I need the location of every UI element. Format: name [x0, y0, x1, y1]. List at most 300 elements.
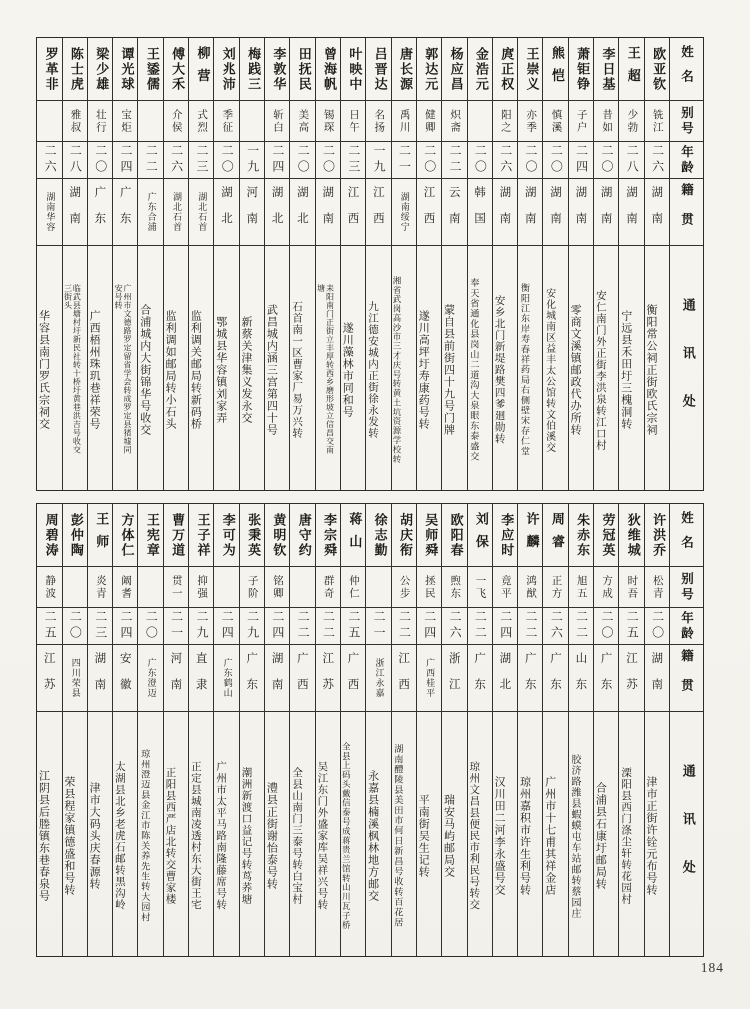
header-alias-text: 别号	[679, 105, 695, 137]
person-origin-text: 广东合浦	[145, 192, 156, 232]
person-contact-text: 湖南醴陵县美田市何日新昌号收转百花居	[391, 744, 403, 928]
person-alias	[543, 566, 567, 607]
person-age-text: 二三	[346, 144, 361, 176]
person-column	[112, 38, 137, 490]
person-age	[63, 607, 87, 644]
person-age-text: 二六	[448, 610, 463, 642]
person-origin	[619, 178, 643, 245]
person-column	[340, 504, 365, 956]
person-alias	[240, 566, 264, 607]
person-origin	[290, 644, 314, 711]
header-name	[670, 38, 703, 100]
person-column	[467, 38, 492, 490]
person-alias	[366, 566, 390, 607]
person-contact	[240, 245, 264, 490]
person-origin	[594, 644, 618, 711]
person-age	[417, 607, 441, 644]
person-age-text: 二四	[422, 610, 437, 642]
person-contact-text: 吴江东门外盛家库吴祥兴号转	[316, 761, 329, 911]
person-column	[492, 504, 517, 956]
person-contact-text: 安仁南门外正街李洪泉转江口村	[594, 289, 607, 451]
header-name-text: 姓名	[679, 510, 695, 560]
person-origin-text: 湖南	[523, 186, 538, 238]
person-name-text: 庹正权	[498, 46, 514, 92]
person-contact	[493, 245, 517, 490]
person-contact-text: 澧县正街谢怡泰号转	[265, 782, 279, 890]
person-alias-text: 亦季	[525, 108, 538, 134]
person-name	[316, 38, 340, 100]
person-alias-text: 阚耆	[120, 574, 133, 600]
person-origin	[468, 644, 492, 711]
header-age-text: 年龄	[679, 610, 695, 642]
person-age-text: 二六	[169, 144, 184, 176]
person-age	[543, 141, 567, 178]
person-column	[492, 38, 517, 490]
person-origin-text: 江西	[371, 186, 386, 238]
person-alias	[392, 100, 416, 141]
person-column	[62, 504, 87, 956]
person-age-text: 二四	[220, 610, 235, 642]
person-contact	[164, 711, 188, 956]
person-contact-text: 汉川田二河李永盛号交	[493, 776, 507, 896]
person-origin	[442, 644, 466, 711]
person-contact	[138, 711, 162, 956]
person-column	[62, 38, 87, 490]
person-contact	[442, 245, 466, 490]
person-alias-text: 煦东	[449, 574, 462, 600]
person-name	[417, 38, 441, 100]
person-contact	[468, 245, 492, 490]
person-alias	[392, 566, 416, 607]
person-age	[316, 607, 340, 644]
person-column	[568, 38, 593, 490]
person-contact	[518, 711, 542, 956]
person-age-text: 二六	[43, 144, 58, 176]
person-name-text: 梅践三	[245, 46, 261, 92]
person-column	[163, 38, 188, 490]
person-contact	[543, 711, 567, 956]
person-name	[265, 504, 289, 566]
person-origin	[214, 178, 238, 245]
person-age	[164, 607, 188, 644]
person-origin-text: 广东	[473, 652, 488, 704]
person-alias-text: 炽斋	[449, 108, 462, 134]
person-alias	[37, 100, 61, 141]
person-name	[214, 38, 238, 100]
person-name	[442, 38, 466, 100]
person-name-text: 金浩元	[472, 46, 488, 92]
person-origin-text: 湖北	[219, 186, 234, 238]
person-contact	[63, 711, 87, 956]
directory-table-top	[36, 37, 704, 491]
person-name-text: 王鋈儒	[143, 46, 159, 92]
person-column	[542, 504, 567, 956]
person-age-text: 二四	[498, 610, 513, 642]
person-name	[518, 38, 542, 100]
person-origin-text: 湖南	[650, 652, 665, 704]
person-contact	[113, 245, 137, 490]
person-age-text: 二三	[194, 144, 209, 176]
person-contact-text: 湘省武岗高沙市三才庆号转黄土坑资源学校转	[391, 276, 402, 464]
person-age-text: 二〇	[220, 144, 235, 176]
person-name-text: 柳营	[194, 46, 210, 92]
person-origin	[645, 178, 669, 245]
person-age-text: 二〇	[599, 610, 614, 642]
person-name	[493, 38, 517, 100]
person-contact-text: 荣县程家镇德盛和号转	[62, 776, 76, 896]
person-age	[316, 141, 340, 178]
person-origin-text: 广东	[118, 186, 133, 238]
person-column	[188, 38, 213, 490]
person-origin	[189, 178, 213, 245]
header-contact-text: 通讯处	[679, 297, 695, 443]
header-origin	[670, 178, 703, 245]
person-name	[138, 38, 162, 100]
person-column	[188, 504, 213, 956]
person-alias-text: 名扬	[373, 108, 386, 134]
person-name	[543, 504, 567, 566]
person-origin	[442, 178, 466, 245]
person-origin-text: 江西	[346, 186, 361, 238]
person-age	[468, 607, 492, 644]
person-contact-text: 溧阳县西门涤尘轩转花园村	[620, 767, 633, 905]
person-name	[417, 504, 441, 566]
person-origin-text: 广西	[295, 652, 310, 704]
person-alias	[442, 566, 466, 607]
person-name-text: 萧钜铮	[574, 46, 590, 92]
person-alias-text: 拯民	[423, 574, 436, 600]
person-origin	[37, 178, 61, 245]
person-age	[645, 141, 669, 178]
person-alias	[164, 566, 188, 607]
person-name-text: 王宪章	[143, 512, 159, 558]
person-origin-text: 湖北石首	[170, 192, 181, 232]
person-origin	[493, 178, 517, 245]
person-alias-text: 斩白	[272, 108, 285, 134]
person-age	[518, 607, 542, 644]
person-age	[265, 141, 289, 178]
person-alias-text: 子阶	[246, 574, 259, 600]
person-alias	[493, 100, 517, 141]
person-name-text: 李日基	[599, 46, 615, 92]
person-name	[619, 38, 643, 100]
person-name-text: 叶映中	[346, 46, 362, 92]
person-age-text: 二〇	[549, 144, 564, 176]
person-contact	[518, 245, 542, 490]
person-name-text: 罗革非	[42, 46, 58, 92]
person-contact-text: 合浦城内大街锦华号收交	[138, 304, 152, 436]
person-contact-text: 广州市太平马路南隆藤席号转	[215, 761, 228, 911]
person-age-text: 二八	[68, 144, 83, 176]
person-contact-text: 津市正街许铨元布号转	[645, 776, 658, 896]
person-age-text: 二二	[448, 144, 463, 176]
person-name	[63, 38, 87, 100]
person-name-text: 王师	[93, 512, 109, 558]
person-age	[214, 141, 238, 178]
person-alias-text: 旭五	[575, 574, 588, 600]
person-alias	[442, 100, 466, 141]
person-contact	[265, 245, 289, 490]
person-origin-text: 广东	[245, 652, 260, 704]
person-age	[442, 141, 466, 178]
person-name-text: 郭达元	[422, 46, 438, 92]
person-name-text: 刘兆沛	[219, 46, 235, 92]
person-name	[316, 504, 340, 566]
person-age-text: 二〇	[93, 144, 108, 176]
person-column	[467, 504, 492, 956]
person-name	[366, 38, 390, 100]
person-contact-text: 蒙自县前街四十九号门牌	[442, 304, 456, 436]
person-age-text: 二五	[43, 610, 58, 642]
person-name	[569, 38, 593, 100]
person-alias-text: 鸿猷	[525, 574, 538, 600]
person-column	[517, 504, 542, 956]
person-name-text: 李宗舜	[321, 512, 337, 558]
header-origin	[670, 644, 703, 711]
person-origin-text: 广东澄迈	[145, 658, 156, 698]
person-contact	[189, 711, 213, 956]
person-age	[88, 141, 112, 178]
person-name	[569, 504, 593, 566]
person-name-text: 周碧涛	[42, 512, 58, 558]
header-age-text: 年龄	[679, 144, 695, 176]
person-name-text: 方体仁	[118, 512, 134, 558]
person-name	[594, 504, 618, 566]
person-name-text: 唐守约	[295, 512, 311, 558]
person-alias-text: 一飞	[474, 574, 487, 600]
person-contact-text: 监利调关邮局转新码桥	[189, 310, 203, 430]
person-origin-text: 安徽	[118, 652, 133, 704]
header-origin-text: 籍贯	[679, 182, 695, 242]
person-contact	[63, 245, 87, 490]
person-contact	[265, 711, 289, 956]
person-name	[164, 38, 188, 100]
person-age	[493, 141, 517, 178]
person-origin-text: 湖南	[599, 186, 614, 238]
person-origin-text: 广东鹤山	[221, 658, 232, 698]
person-name-text: 李敦华	[270, 46, 286, 92]
person-alias	[341, 100, 365, 141]
person-column	[315, 38, 340, 490]
person-contact-text: 太湖县北乡老虎石邮转黑沟岭	[113, 761, 126, 911]
person-alias-text: 铭卿	[272, 574, 285, 600]
person-name	[164, 504, 188, 566]
person-age	[138, 607, 162, 644]
person-age-text: 二二	[524, 610, 538, 642]
person-origin-text: 河南	[169, 652, 184, 704]
person-alias	[543, 100, 567, 141]
person-origin-text: 湖北	[270, 186, 285, 238]
person-age	[594, 141, 618, 178]
person-contact	[164, 245, 188, 490]
person-name	[63, 504, 87, 566]
person-alias-text: 子户	[575, 108, 588, 134]
person-age-text: 二八	[625, 144, 640, 176]
person-origin-text: 广东	[599, 652, 614, 704]
person-name-text: 曹万道	[169, 512, 185, 558]
person-age	[113, 141, 137, 178]
person-origin	[341, 644, 365, 711]
person-alias	[518, 100, 542, 141]
person-alias	[290, 566, 314, 607]
person-contact	[569, 711, 593, 956]
person-age	[493, 607, 517, 644]
person-age-text: 二〇	[524, 144, 538, 176]
person-origin	[543, 178, 567, 245]
person-origin-text: 江西	[397, 652, 412, 704]
person-name	[392, 38, 416, 100]
person-origin	[417, 178, 441, 245]
person-age-text: 二四	[270, 610, 285, 642]
person-name	[518, 504, 542, 566]
person-origin	[290, 178, 314, 245]
person-alias	[265, 566, 289, 607]
person-name-text: 王子祥	[194, 512, 210, 558]
person-age	[240, 607, 264, 644]
person-alias-text: 日午	[347, 108, 360, 134]
person-name-text: 胡庆衔	[396, 512, 412, 558]
person-origin	[214, 644, 238, 711]
person-age-text: 二一	[397, 144, 412, 176]
header-contact-text: 通讯处	[679, 763, 695, 909]
person-name	[240, 38, 264, 100]
person-name	[138, 504, 162, 566]
person-origin	[265, 644, 289, 711]
person-origin	[138, 178, 162, 245]
person-column	[37, 38, 61, 490]
person-age-text: 二二	[574, 610, 589, 642]
page-number: 184	[700, 960, 724, 975]
header-origin-text: 籍贯	[679, 648, 695, 708]
person-contact	[442, 711, 466, 956]
person-name-text: 李可为	[219, 512, 235, 558]
person-alias	[417, 100, 441, 141]
person-contact-text: 衡阳常公祠正街欧氏宗祠	[645, 304, 658, 436]
person-contact	[594, 711, 618, 956]
person-alias	[37, 566, 61, 607]
person-contact	[366, 711, 390, 956]
person-alias	[316, 566, 340, 607]
person-age	[189, 607, 213, 644]
person-contact-text: 华容县南门罗氏宗祠交	[37, 310, 51, 430]
person-origin	[63, 178, 87, 245]
person-alias	[240, 100, 264, 141]
person-name-text: 吴师舜	[422, 512, 438, 558]
person-origin-text: 湖南	[93, 652, 108, 704]
person-origin-text: 湖南	[624, 186, 639, 238]
person-contact-text: 遂川高坪圩寿康药号转	[417, 310, 431, 430]
person-name-text: 杨应昌	[447, 46, 463, 92]
person-alias	[645, 100, 669, 141]
person-column	[37, 504, 61, 956]
person-contact-text: 武昌城内涵三宫第四十号	[265, 304, 279, 436]
person-age	[619, 607, 643, 644]
person-name-text: 欧亚钦	[650, 46, 666, 92]
person-origin	[417, 644, 441, 711]
person-age-text: 二三	[93, 610, 108, 642]
person-alias	[88, 100, 112, 141]
person-origin-text: 河南	[245, 186, 260, 238]
person-origin-text: 湖北石首	[196, 192, 207, 232]
person-alias-text: 健卿	[423, 108, 436, 134]
person-name-text: 吕晋达	[371, 46, 387, 92]
person-contact-text: 正阳县西严店北转交曹家楼	[164, 767, 177, 905]
person-alias	[63, 566, 87, 607]
person-origin-text: 江苏	[321, 652, 336, 704]
header-name	[670, 504, 703, 566]
person-alias	[468, 566, 492, 607]
header-alias	[670, 100, 703, 141]
person-origin	[63, 644, 87, 711]
person-contact-text: 石首南一区曹家厂易万兴转	[291, 301, 304, 439]
person-alias	[164, 100, 188, 141]
person-age	[189, 141, 213, 178]
person-alias-text: 少勃	[626, 108, 639, 134]
person-origin-text: 韩国	[473, 186, 488, 238]
person-alias	[316, 100, 340, 141]
person-name-text: 徐志勤	[371, 512, 387, 558]
person-origin-text: 湖南	[68, 186, 83, 238]
person-origin	[518, 178, 542, 245]
person-origin	[316, 178, 340, 245]
header-column	[669, 38, 703, 490]
person-alias-text: 群奇	[322, 574, 335, 600]
person-contact-text: 广西梧州珠玑巷祥荣号	[88, 310, 102, 430]
person-age-text: 二二	[397, 610, 412, 642]
person-name-text: 许麟	[523, 512, 539, 558]
person-column	[644, 504, 669, 956]
person-contact	[290, 245, 314, 490]
person-age-text: 二二	[321, 610, 336, 642]
person-origin-text: 广西桂平	[424, 658, 435, 698]
person-age	[619, 141, 643, 178]
person-contact-text: 零商文溪镇邮政代办所转	[569, 304, 583, 436]
header-alias-text: 别号	[679, 571, 695, 603]
person-age	[392, 607, 416, 644]
person-origin-text: 广西	[346, 652, 361, 704]
person-name	[594, 38, 618, 100]
person-column	[264, 38, 289, 490]
person-contact-text: 江阴县后塍镇东巷春泉号	[37, 770, 51, 902]
person-age-text: 二六	[498, 144, 513, 176]
person-contact	[88, 245, 112, 490]
person-alias	[594, 566, 618, 607]
person-alias	[265, 100, 289, 141]
person-age	[164, 141, 188, 178]
person-origin	[265, 178, 289, 245]
person-alias-text: 式烈	[196, 108, 209, 134]
person-name-text: 周睿	[548, 512, 564, 558]
person-alias-text: 美高	[297, 108, 310, 134]
person-contact-text: 合浦县石康圩邮局转	[594, 782, 608, 890]
person-age-text: 二九	[194, 610, 209, 642]
person-contact	[366, 245, 390, 490]
person-age-text: 二六	[549, 610, 564, 642]
person-contact-text: 广州市文德路罗定留省学会转成罗定县猪墟同安号转	[114, 284, 133, 454]
person-origin-text: 浙江永嘉	[373, 658, 384, 698]
person-contact	[214, 711, 238, 956]
person-alias	[214, 566, 238, 607]
person-origin-text: 云南	[447, 186, 462, 238]
person-alias	[290, 100, 314, 141]
person-contact	[138, 245, 162, 490]
person-age	[214, 607, 238, 644]
person-age	[645, 607, 669, 644]
person-contact-text: 奉天省通化县岗山二道沟大泉眼东泰盛交	[467, 278, 479, 462]
person-age	[468, 141, 492, 178]
person-origin-text: 湖南	[321, 186, 336, 238]
person-origin	[88, 644, 112, 711]
